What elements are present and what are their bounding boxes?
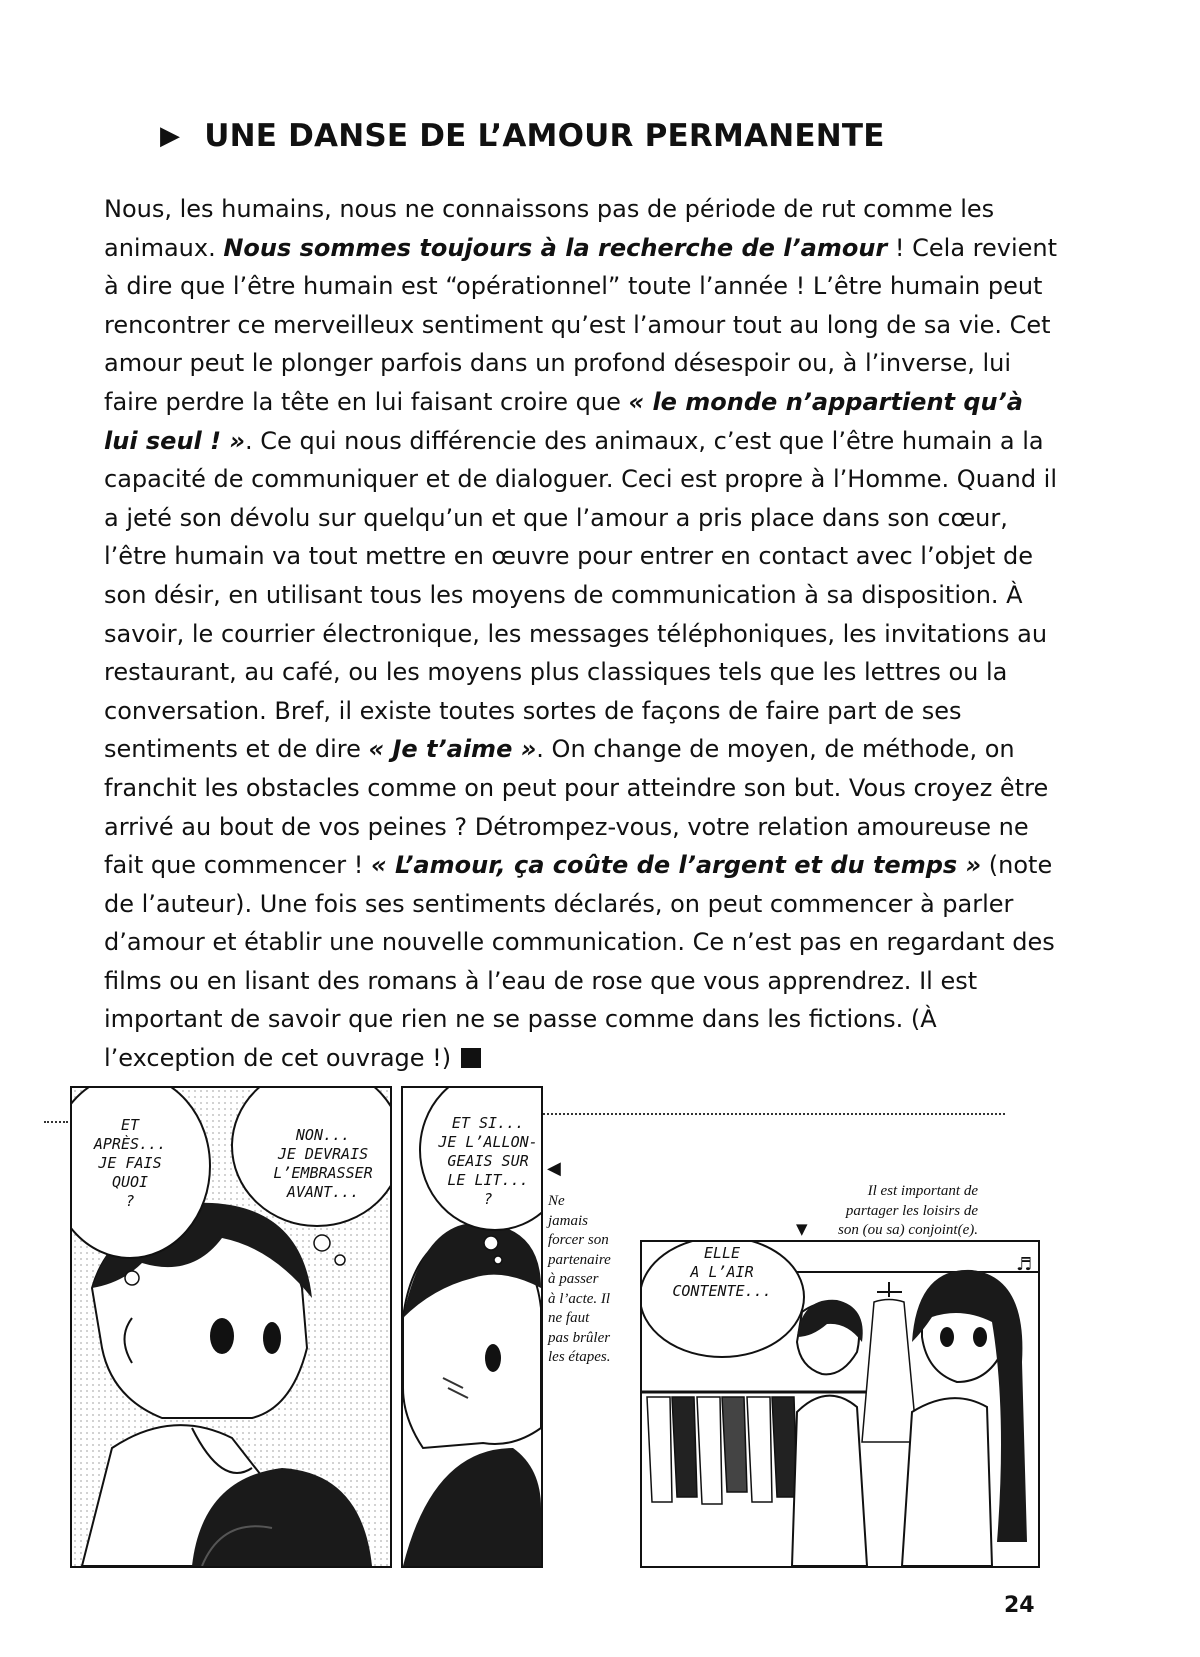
play-arrow-icon: ▶ xyxy=(160,121,181,151)
body-text-4: . On change de moyen, de méthode, on franchit les obstacles comme on peut pour atteindre son but. Vous croyez être arrivé au bout de vos peines ? Détrompez-vous, votre relation amoureuse ne fait que commencer ! xyxy=(104,735,1049,880)
caption-right: Il est important de partager les loisirs de son (ou sa) conjoint(e). xyxy=(838,1183,978,1238)
body-emphasis-1: Nous sommes toujours à la recherche de l’amour xyxy=(223,233,888,262)
speech-bubble-2: NON... JE DEVRAIS L’EMBRASSER AVANT... xyxy=(273,1126,373,1201)
body-paragraph xyxy=(104,190,1064,1078)
body-text-5: (note de l’auteur). Une fois ses sentiments déclarés, on peut commencer à parler d’amour et établir une nouvelle communication. Ce n’est pas en regardant des films ou en lisant des romans à l’eau de rose que vous apprendrez. Il est important de savoir que rien ne se passe comme dans les fictions. (À l’exception de cet ouvrage !) xyxy=(104,851,1055,1073)
body-text-1: Nous, les humains, nous ne connaissons pas de période de rut comme les animaux. xyxy=(104,195,995,262)
manga-panel-2 xyxy=(401,1086,543,1568)
page-number: 24 xyxy=(1004,1593,1035,1618)
section-title xyxy=(160,118,885,154)
music-note-icon: ♬ xyxy=(1016,1254,1033,1275)
triangle-down-icon: ▼ xyxy=(796,1220,808,1238)
speech-bubble-3: ET SI... JE L’ALLON- GEAIS SUR LE LIT... ? xyxy=(438,1114,538,1208)
caption-left: Ne jamais forcer son partenaire à passer à l’acte. Il ne faut pas brûler les étapes. xyxy=(548,1193,611,1365)
manga-panel-3 xyxy=(640,1240,1040,1568)
speech-bubble-4: ELLE A L’AIR CONTENTE... xyxy=(672,1244,772,1300)
section-title-text: UNE DANSE DE L’AMOUR PERMANENTE xyxy=(204,118,885,154)
body-emphasis-4: « L’amour, ça coûte de l’argent et du temps » xyxy=(371,851,982,880)
body-text-3: . Ce qui nous différencie des animaux, c’est que l’être humain a la capacité de communiquer et de dialoguer. Ceci est propre à l’Homme. Quand il a jeté son dévolu sur quelqu’un et que l’amour a pris place dans son cœur, l’être humain va tout mettre en œuvre pour entrer en contact avec l’objet de son désir, en utilisant tous les moyens de communication à sa disposition. À savoir, le courrier électronique, les messages téléphoniques, les invitations au restaurant, au café, ou les moyens plus classiques tels que les lettres ou la conversation. Bref, il existe toutes sortes de façons de faire part de ses sentiments et de dire xyxy=(104,426,1058,764)
body-text-2: ! Cela revient à dire que l’être humain est “opérationnel” toute l’année ! L’être humain peut rencontrer ce merveilleux sentiment qu’est l’amour tout au long de sa vie. Cet amour peut le plonger parfois dans un profond désespoir ou, à l’inverse, lui faire perdre la tête en lui faisant croire que xyxy=(104,233,1058,416)
dotted-divider-left xyxy=(44,1121,68,1123)
triangle-left-icon: ◀ xyxy=(547,1158,561,1179)
dotted-divider-right xyxy=(540,1113,1005,1115)
speech-bubble-1: ET APRÈS... JE FAIS QUOI ? xyxy=(93,1116,167,1210)
end-square-icon xyxy=(461,1048,481,1068)
body-emphasis-2: « le monde n’appartient qu’à lui seul ! » xyxy=(104,387,1023,455)
manga-panel-1 xyxy=(70,1086,392,1568)
body-emphasis-3: « Je t’aime » xyxy=(368,735,537,764)
